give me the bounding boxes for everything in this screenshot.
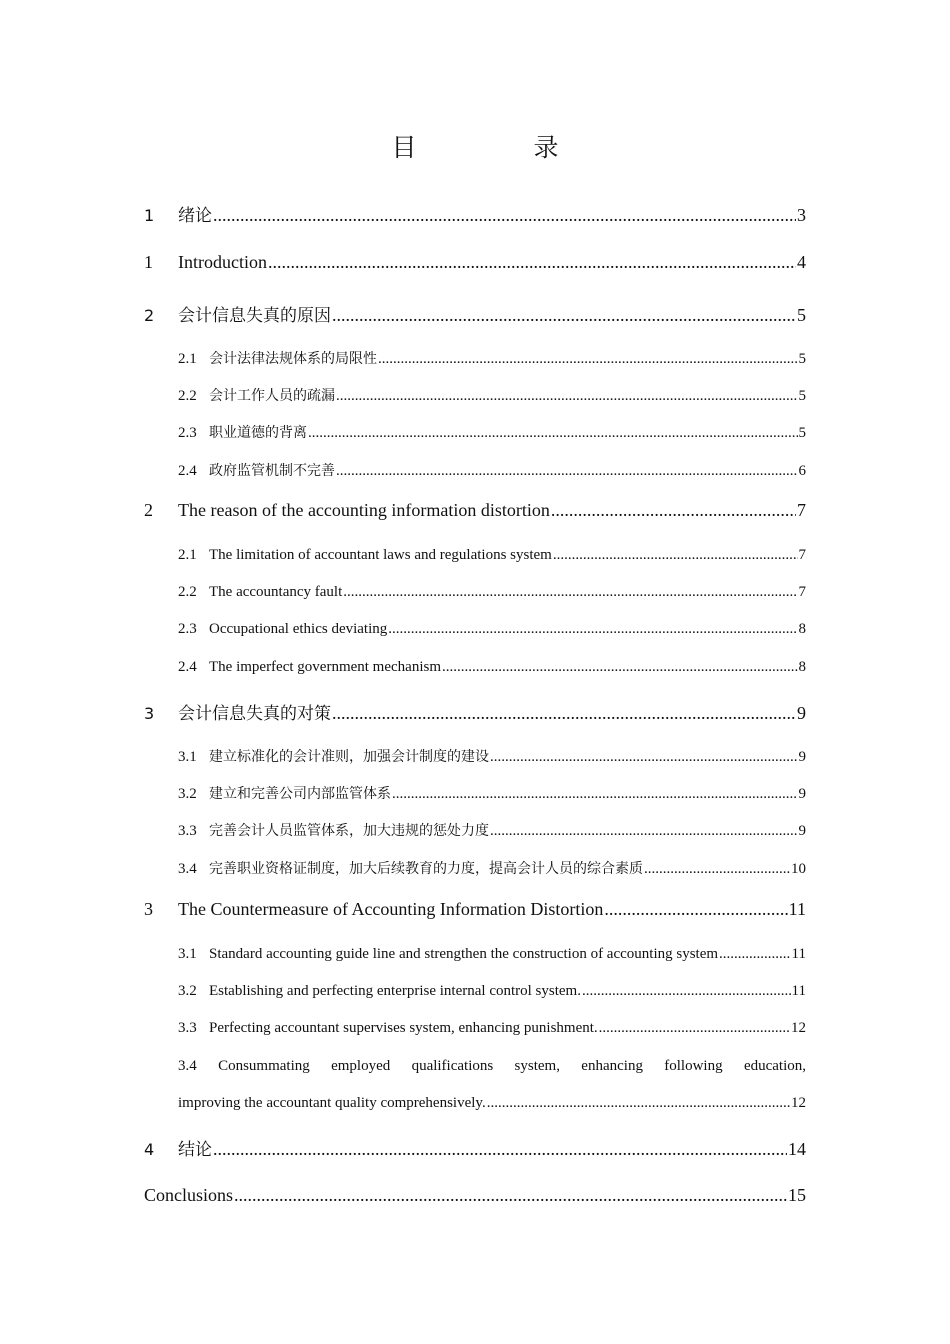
toc-entry-page: 4 bbox=[797, 252, 806, 272]
toc-entry-page: 9 bbox=[797, 703, 806, 723]
toc-entry-label: The imperfect government mechanism bbox=[209, 659, 441, 675]
toc-entry-2-4[interactable] bbox=[178, 460, 806, 480]
toc-entry-number: 3.4 bbox=[178, 861, 197, 877]
toc-entry-label: 完善会计人员监管体系，加大违规的惩处力度 bbox=[209, 823, 489, 839]
toc-entry-page: 11 bbox=[788, 899, 806, 919]
toc-entry-label: 会计信息失真的原因 bbox=[178, 306, 331, 326]
toc-entry-number: 2 bbox=[144, 500, 153, 520]
toc-leader-dots bbox=[490, 823, 798, 840]
toc-entry-label-word: employed bbox=[331, 1058, 391, 1074]
toc-entry-3-2[interactable] bbox=[178, 783, 806, 803]
toc-entry-label: The accountancy fault bbox=[209, 584, 343, 600]
toc-entry-label: 完善职业资格证制度，加大后续教育的力度，提高会计人员的综合素质 bbox=[209, 861, 643, 877]
toc-entry-countermeasure-3-3[interactable] bbox=[178, 1020, 806, 1037]
toc-entry-number: 3.1 bbox=[178, 749, 197, 765]
toc-entry-label-word: education, bbox=[743, 1058, 806, 1074]
toc-leader-dots bbox=[332, 703, 796, 724]
toc-entry-3-1[interactable] bbox=[178, 746, 806, 766]
toc-entry-page: 14 bbox=[788, 1139, 806, 1159]
toc-entry-label: 绪论 bbox=[178, 206, 212, 226]
toc-entry-label: 会计工作人员的疏漏 bbox=[209, 388, 335, 404]
toc-entry-number: 3.3 bbox=[178, 823, 197, 839]
toc-entry-reason-2-3[interactable] bbox=[178, 621, 806, 638]
toc-leader-dots bbox=[332, 305, 796, 326]
toc-entry-4[interactable] bbox=[144, 1135, 806, 1160]
toc-entry-page: 7 bbox=[798, 547, 806, 563]
toc-entry-reason-2-1[interactable] bbox=[178, 547, 806, 564]
toc-entry-countermeasure-3-4[interactable] bbox=[178, 1058, 806, 1075]
toc-entry-3[interactable] bbox=[144, 699, 806, 724]
toc-entry-label: Establishing and perfecting enterprise internal control system. bbox=[209, 983, 581, 999]
toc-entry-label: The Countermeasure of Accounting Information Distortion bbox=[178, 899, 604, 919]
toc-entry-number: 2.1 bbox=[178, 351, 197, 367]
toc-entry-reason-2-2[interactable] bbox=[178, 584, 806, 601]
toc-entry-2[interactable] bbox=[144, 301, 806, 326]
toc-leader-dots bbox=[268, 252, 796, 273]
toc-entry-label: 建立标准化的会计准则，加强会计制度的建设 bbox=[209, 749, 489, 765]
toc-entry-page: 6 bbox=[798, 463, 806, 479]
toc-entry-page: 7 bbox=[798, 584, 806, 600]
toc-entry-countermeasure-3-1[interactable] bbox=[178, 946, 806, 963]
toc-entry-page: 15 bbox=[788, 1185, 806, 1205]
toc-entry-page: 8 bbox=[798, 621, 806, 637]
toc-entry-number: 1 bbox=[144, 206, 155, 225]
toc-entry-page: 8 bbox=[798, 659, 806, 675]
toc-entry-reason-2-4[interactable] bbox=[178, 659, 806, 676]
toc-entry-label: Standard accounting guide line and strengthen the construction of accounting system bbox=[209, 946, 719, 962]
toc-entry-label: Introduction bbox=[178, 252, 267, 272]
toc-entry-label: improving the accountant quality comprehensively. bbox=[178, 1095, 486, 1111]
toc-leader-dots bbox=[599, 1020, 790, 1037]
toc-leader-dots bbox=[336, 388, 798, 405]
toc-entry-number: 2.3 bbox=[178, 425, 197, 441]
toc-leader-dots bbox=[487, 1095, 790, 1112]
toc-entry-number: 3.2 bbox=[178, 786, 197, 802]
toc-entry-label: 会计法律法规体系的局限性 bbox=[209, 351, 377, 367]
toc-leader-dots bbox=[392, 786, 798, 803]
toc-entry-page: 5 bbox=[798, 388, 806, 404]
toc-entry-number: 3.2 bbox=[178, 983, 197, 999]
toc-entry-page: 7 bbox=[797, 500, 806, 520]
toc-leader-dots bbox=[553, 547, 798, 564]
toc-entry-1[interactable] bbox=[144, 201, 806, 226]
toc-entry-label: Occupational ethics deviating bbox=[209, 621, 388, 637]
toc-entry-number: 2 bbox=[144, 306, 155, 325]
toc-leader-dots bbox=[234, 1185, 787, 1206]
toc-entry-number: 4 bbox=[144, 1140, 155, 1159]
toc-entry-page: 9 bbox=[798, 749, 806, 765]
toc-entry-label-word: qualifications bbox=[411, 1058, 494, 1074]
toc-entry-countermeasure-3-2[interactable] bbox=[178, 983, 806, 1000]
toc-entry-number: 1 bbox=[144, 252, 153, 272]
toc-entry-number: 2.4 bbox=[178, 659, 197, 675]
toc-entry-number: 2.2 bbox=[178, 388, 197, 404]
toc-entry-page: 10 bbox=[791, 861, 806, 877]
toc-entry-number: 2.3 bbox=[178, 621, 197, 637]
toc-entry-page: 5 bbox=[798, 351, 806, 367]
toc-entry-page: 12 bbox=[791, 1095, 806, 1111]
toc-entry-page: 11 bbox=[791, 983, 806, 999]
toc-leader-dots bbox=[336, 463, 798, 480]
toc-entry-page: 9 bbox=[798, 823, 806, 839]
toc-entry-label-word: Consummating bbox=[218, 1058, 310, 1074]
toc-entry-reason[interactable] bbox=[144, 500, 806, 521]
toc-entry-number: 2.4 bbox=[178, 463, 197, 479]
toc-entry-number: 2.1 bbox=[178, 547, 197, 563]
toc-entry-label: Perfecting accountant supervises system, enhancing punishment. bbox=[209, 1020, 598, 1036]
toc-leader-dots bbox=[213, 205, 796, 226]
page-title: 目 录 bbox=[391, 133, 605, 162]
toc-entry-label-word: following bbox=[664, 1058, 723, 1074]
toc-entry-label: 建立和完善公司内部监管体系 bbox=[209, 786, 391, 802]
toc-entry-number: 3.4 bbox=[178, 1058, 197, 1074]
toc-entry-page: 9 bbox=[798, 786, 806, 802]
toc-leader-dots bbox=[604, 899, 787, 920]
toc-entry-label-word: enhancing bbox=[581, 1058, 643, 1074]
toc-leader-dots bbox=[442, 659, 798, 676]
toc-leader-dots bbox=[644, 861, 790, 878]
toc-entry-countermeasure-3-4-cont[interactable] bbox=[178, 1095, 806, 1112]
toc-entry-number: 3.3 bbox=[178, 1020, 197, 1036]
toc-entry-introduction[interactable] bbox=[144, 252, 806, 273]
toc-entry-3-4[interactable] bbox=[178, 858, 806, 878]
toc-entry-2-2[interactable] bbox=[178, 385, 806, 405]
toc-entry-3-3[interactable] bbox=[178, 820, 806, 840]
toc-entry-number: 3 bbox=[144, 899, 153, 919]
toc-entry-label: The limitation of accountant laws and regulations system bbox=[209, 547, 552, 563]
toc-leader-dots bbox=[551, 500, 796, 521]
toc-leader-dots bbox=[308, 425, 798, 442]
toc-leader-dots bbox=[378, 351, 798, 368]
toc-leader-dots bbox=[719, 946, 791, 963]
toc-entry-label: 职业道德的背离 bbox=[209, 425, 307, 441]
toc-entry-page: 5 bbox=[798, 425, 806, 441]
toc-leader-dots bbox=[582, 983, 791, 1000]
toc-entry-number: 3.1 bbox=[178, 946, 197, 962]
toc-entry-page: 5 bbox=[797, 305, 806, 325]
toc-entry-countermeasure[interactable] bbox=[144, 899, 806, 920]
toc-leader-dots bbox=[213, 1139, 787, 1160]
toc-entry-label: Conclusions bbox=[144, 1185, 234, 1205]
toc-entry-label: The reason of the accounting information distortion bbox=[178, 500, 550, 520]
toc-entry-page: 12 bbox=[791, 1020, 806, 1036]
toc-entry-number: 3 bbox=[144, 704, 155, 723]
toc-entry-page: 3 bbox=[797, 205, 806, 225]
toc-entry-label: 会计信息失真的对策 bbox=[178, 704, 331, 724]
toc-entry-2-3[interactable] bbox=[178, 422, 806, 442]
toc-entry-label: 结论 bbox=[178, 1140, 212, 1160]
toc-entry-2-1[interactable] bbox=[178, 348, 806, 368]
toc-entry-page: 11 bbox=[791, 946, 806, 962]
toc-entry-number: 2.2 bbox=[178, 584, 197, 600]
toc-leader-dots bbox=[388, 621, 797, 638]
toc-entry-label-word: system, bbox=[514, 1058, 560, 1074]
toc-entry-conclusions[interactable] bbox=[144, 1185, 806, 1206]
toc-leader-dots bbox=[490, 749, 798, 766]
toc-entry-label: 政府监管机制不完善 bbox=[209, 463, 335, 479]
toc-leader-dots bbox=[343, 584, 797, 601]
